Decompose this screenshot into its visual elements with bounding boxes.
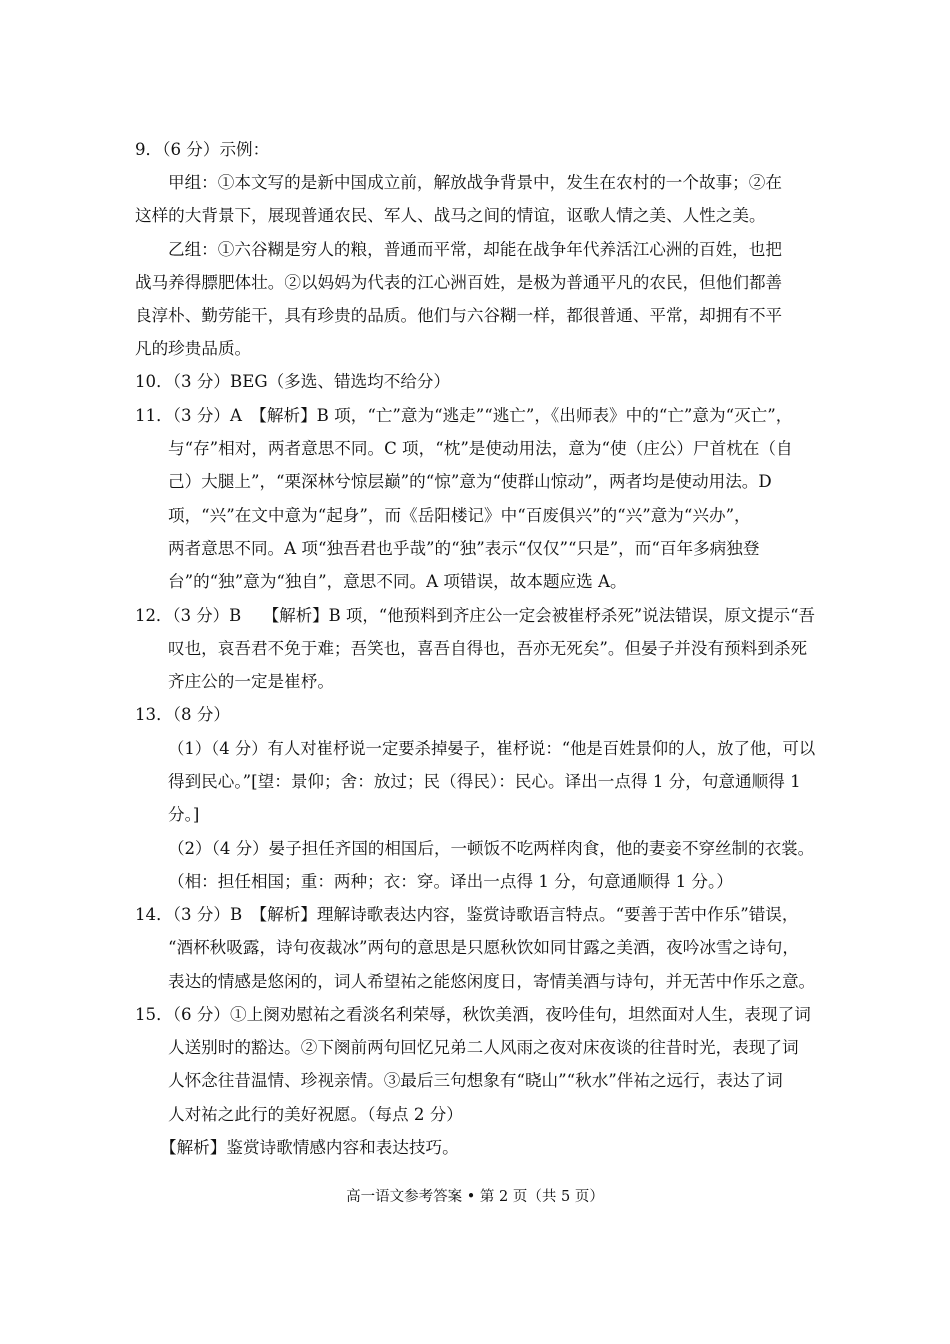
q13-line: （1）（4 分）有人对崔杼说一定要杀掉晏子，崔杼说：“他是百姓景仰的人，放了他，可以 <box>168 739 816 758</box>
q12-line: 叹也，哀吾君不免于难；吾笑也，喜吾自得也，吾亦无死矣”。但晏子并没有预料到杀死 <box>168 639 808 658</box>
q13-line: 得到民心。”[望：景仰；舍：放过；民（得民）：民心。译出一点得 1 分，句意通顺得 1 <box>168 772 801 791</box>
q11-line: 两者意思不同。A 项“独吾君也乎哉”的“独”表示“仅仅”“只是”，而“百年多病独登 <box>168 539 760 558</box>
q13-line: （2）（4 分）晏子担任齐国的相国后，一顿饭不吃两样肉食，他的妻妾不穿丝制的衣裳。 <box>168 839 815 858</box>
q11-line: 与“存”相对，两者意思不同。C 项，“枕”是使动用法，意为“使（庄公）尸首枕在（自 <box>168 439 793 458</box>
q11-line: 项，“兴”在文中意为“起身”，而《岳阳楼记》中“百废俱兴”的“兴”意为“兴办”， <box>168 506 751 525</box>
q9-line: 良淳朴、勤劳能干，具有珍贵的品质。他们与六谷糊一样，都很普通、平常，却拥有不平 <box>135 306 783 325</box>
q15-line: 人怀念往昔温情、珍视亲情。③最后三句想象有“晓山”“秋水”伴祐之远行，表达了词 <box>168 1071 783 1090</box>
page-footer: 高一语文参考答案 • 第 2 页（共 5 页） <box>346 1189 604 1205</box>
q14-line: 14．（3 分）B 【解析】理解诗歌表达内容，鉴赏诗歌语言特点。“要善于苦中作乐”错误， <box>135 905 799 924</box>
q15-line: 15．（6 分）①上阕劝慰祐之看淡名利荣辱，秋饮美酒，夜吟佳句，坦然面对人生，表现了词 <box>135 1005 811 1024</box>
q9-line: 这样的大背景下，展现普通农民、军人、战马之间的情谊，讴歌人情之美、人性之美。 <box>135 206 766 225</box>
q11-line: 台”的“独”意为“独自”，意思不同。A 项错误，故本题应选 A。 <box>168 572 627 591</box>
q9-line: 乙组：①六谷糊是穷人的粮，普通而平常，却能在战争年代养活江心洲的百姓，也把 <box>168 240 782 259</box>
q12-line: 齐庄公的一定是崔杼。 <box>168 672 334 691</box>
q14-line: “酒杯秋吸露，诗句夜裁冰”两句的意思是只愿秋饮如同甘露之美酒，夜吟冰雪之诗句， <box>168 938 799 957</box>
q10-line: 10．（3 分）BEG（多选、错选均不给分） <box>135 372 451 391</box>
q13-heading: 13．（8 分） <box>135 705 231 724</box>
q13-line: 分。] <box>168 805 200 824</box>
q9-line: 凡的珍贵品质。 <box>135 339 252 358</box>
q12-line: 12．（3 分）B 【解析】B 项，“他预料到齐庄公一定会被崔杼杀死”说法错误，原文提示“吾 <box>135 606 815 625</box>
q11-line: 己）大腿上”，“栗深林兮惊层巅”的“惊”意为“使群山惊动”，两者均是使动用法。D <box>168 472 772 491</box>
q15-analysis: 【解析】鉴赏诗歌情感内容和表达技巧。 <box>160 1138 459 1157</box>
q11-line: 11．（3 分）A 【解析】B 项，“亡”意为“逃走”“逃亡”，《出师表》中的“亡”意为“灭亡”， <box>135 406 793 425</box>
q9-heading: 9．（6 分）示例： <box>135 140 270 159</box>
q14-line: 表达的情感是悠闲的，词人希望祐之能悠闲度日，寄情美酒与诗句，并无苦中作乐之意。 <box>168 972 816 991</box>
q15-line: 人对祐之此行的美好祝愿。（每点 2 分） <box>168 1105 463 1124</box>
q13-line: （相：担任相国；重：两种；衣：穿。译出一点得 1 分，句意通顺得 1 分。） <box>168 872 733 891</box>
q15-line: 人送别时的豁达。②下阕前两句回忆兄弟二人风雨之夜对床夜谈的往昔时光，表现了词 <box>168 1038 799 1057</box>
q9-line: 甲组：①本文写的是新中国成立前，解放战争背景中，发生在农村的一个故事；②在 <box>168 173 782 192</box>
q9-line: 战马养得膘肥体壮。②以妈妈为代表的江心洲百姓，是极为普通平凡的农民，但他们都善 <box>135 273 783 292</box>
